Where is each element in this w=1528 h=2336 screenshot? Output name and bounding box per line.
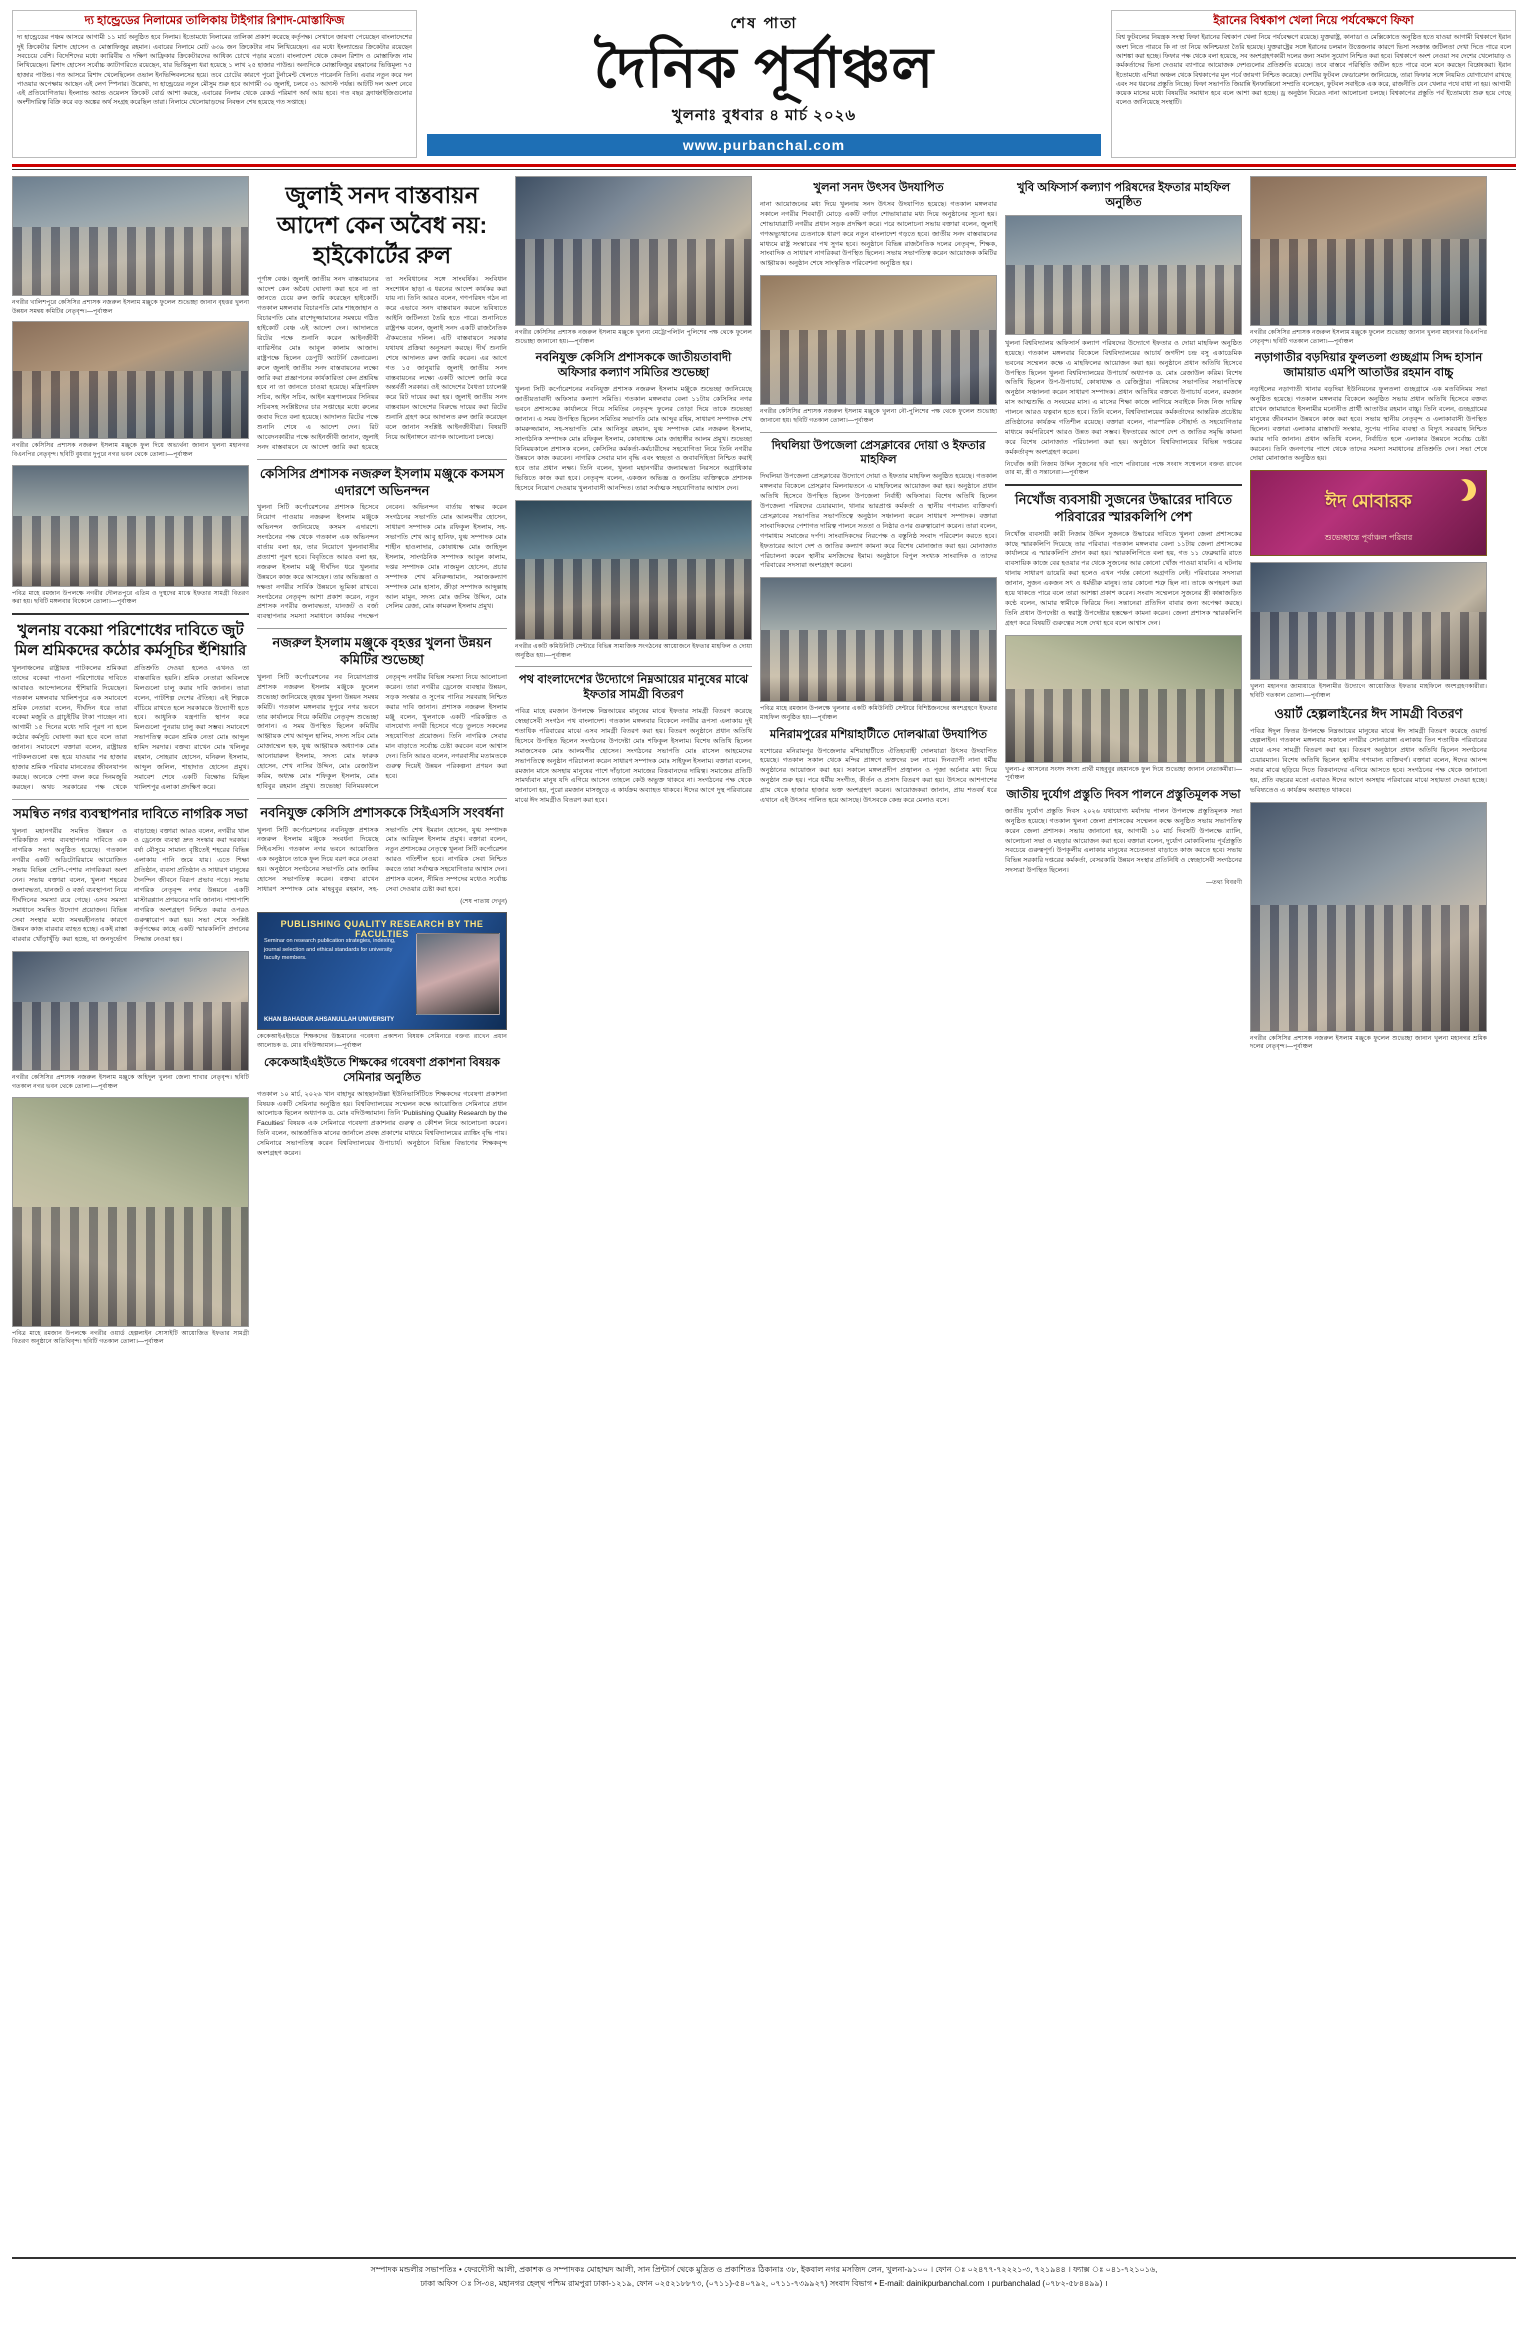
content-grid bbox=[12, 176, 1516, 2251]
masthead-right-story bbox=[1111, 10, 1516, 158]
divider bbox=[12, 799, 249, 800]
divider bbox=[257, 628, 507, 629]
article-headline: কেকেআইএইউতে শিক্ষকের গবেষণা প্রকাশনা বিষয়ক সেমিনার অনুষ্ঠিত bbox=[264, 1056, 500, 1084]
article-headline: ওয়ার্ট হেল্পলাইনের ঈদ সামগ্রী বিতরণ bbox=[1274, 705, 1463, 721]
divider-thin bbox=[12, 169, 1516, 170]
masthead-kicker: শেষ পাতা bbox=[730, 15, 798, 32]
article-body: যশোরের মনিরামপুর উপজেলার মশিয়াহাটীতে ঐতিহ্যবাহী দোলযাত্রা উৎসব উদযাপিত হয়েছে। গতকাল সকাল থেকে মন্দির প্রাঙ্গণে ভক্তদের ঢল নামে। দিনব্যাপী নানা ধর্মীয় অনুষ্ঠানের আয়োজন করা হয়। সকালে মঙ্গলপ্রদীপ প্রজ্বালন ও পূজা অর্চনার মধ্য দিয়ে অনুষ্ঠান শুরু হয়। পরে ধর্মীয় সংগীত, কীর্তন ও প্রসাদ বিতরণ করা হয়। উৎসবে আশপাশের গ্রাম থেকে হাজার হাজার ভক্ত অংশগ্রহণ করেন। আয়োজকরা জানান, প্রায় শতবর্ষ ধরে এখানে এই উৎসব পালিত হয়ে আসছে। উৎসবকে কেন্দ্র করে মেলাও বসে। bbox=[760, 747, 997, 805]
column-6 bbox=[1250, 176, 1487, 2251]
photo-caption: নগরীর একটি কমিউনিটি সেন্টারে বিভিন্ন সামাজিক সংগঠনের আয়োজনে ইফতার মাহফিল ও দোয়া অনুষ্ঠিত হয়।—পূর্বাঞ্চল bbox=[515, 643, 752, 659]
article-body: নিখোঁজ ব্যবসায়ী কারী নিজাম উদ্দিন সুজনকে উদ্ধারের দাবিতে খুলনা জেলা প্রশাসকের কাছে স্মারকলিপি দিয়েছে তার পরিবার। গতকাল মঙ্গলবার বেলা ১১টায় জেলা প্রশাসকের কার্যালয়ে এ স্মারকলিপি প্রদান করা হয়। স্মারকলিপিতে বলা হয়, গত ১১ ফেব্রুয়ারি রাতে ব্যবসায়িক কাজে বের হওয়ার পর থেকে সুজনের আর কোনো খোঁজ পাওয়া যায়নি। এ ঘটনায় থানায় সাধারণ ডায়েরি করা হলেও এখন পর্যন্ত কোনো অগ্রগতি নেই। পরিবারের সদস্যরা জানান, সুজন একজন সৎ ও ধর্মভীরু মানুষ। তার কোনো শত্রু ছিল না। তাকে অপহরণ করা হয়ে থাকতে পারে বলে তারা আশঙ্কা প্রকাশ করেন। সংবাদ সম্মেলনে সুজনের স্ত্রী কান্নাজড়িত কণ্ঠে বলেন, আমার স্বামীকে ফিরিয়ে দিন। সন্তানেরা প্রতিদিন বাবার জন্য অপেক্ষা করছে। তিনি প্রধান উপদেষ্টা ও স্বরাষ্ট্র উপদেষ্টার হস্তক্ষেপ কামনা করেন। জেলা প্রশাসক স্মারকলিপি গ্রহণ করে বিষয়টি গুরুত্বের সঙ্গে দেখা হবে বলে আশ্বাস দেন। bbox=[1005, 530, 1242, 627]
news-photo bbox=[1250, 802, 1487, 1032]
lead-article-body: পূর্ণাঙ্গ বেঞ্চ। জুলাই জাতীয় সনদ বাস্তবায়নের আদেশ কেন অবৈধ ঘোষণা করা হবে না তা জানতে চেয়ে রুল জারি করেছেন হাইকোর্ট। গতকাল মঙ্গলবার বিচারপতি মোঃ শাহজাহান ও বিচারপতি মোঃ রাশেদুজ্জামানের সমন্বয়ে গঠিত হাইকোর্ট বেঞ্চ এই আদেশ দেন। আদালতে রিটের পক্ষে শুনানি করেন আইনজীবী ব্যারিস্টার মোঃ আবুল কালাম আজাদ। রাষ্ট্রপক্ষে ছিলেন ডেপুটি অ্যাটর্নি জেনারেল। রুলে জুলাই জাতীয় সনদ বাস্তবায়নের লক্ষ্যে জারি করা প্রজ্ঞাপনের কার্যকারিতা কেন প্রশ্নবিদ্ধ হবে না তা জানতে চাওয়া হয়েছে। মন্ত্রিপরিষদ সচিব, আইন সচিব, আইন মন্ত্রণালয়ের সিনিয়র সচিবসহ সংশ্লিষ্টদের চার সপ্তাহের মধ্যে রুলের জবাব দিতে বলা হয়েছে। আদালত রিটের পক্ষে শুনানি শেষে এ আদেশ দেন। রিট আবেদনকারীর পক্ষে আইনজীবী জানান, জুলাই সনদ বাস্তবায়নে যে আদেশ জারি করা হয়েছে তা সংবিধানের সঙ্গে সাংঘর্ষিক। সংবিধান সংশোধন ছাড়া এ ধরনের আদেশ কার্যকর করা যায় না। তিনি আরও বলেন, গণপরিষদ গঠন না করে এভাবে সনদ বাস্তবায়ন করলে ভবিষ্যতে আইনি জটিলতা তৈরি হতে পারে। শুনানিতে রাষ্ট্রপক্ষ বলেন, জুলাই সনদ একটি রাজনৈতিক ঐকমত্যের দলিল। এটি বাস্তবায়নে সরকার যথাযথ প্রক্রিয়া অনুসরণ করছে। দীর্ঘ শুনানি শেষে আদালত রুল জারি করেন। এর আগে গত ১৫ জানুয়ারি জুলাই জাতীয় সনদ বাস্তবায়নের লক্ষ্যে একটি আদেশ জারি করে অন্তর্বর্তী সরকার। ওই আদেশের বৈধতা চ্যালেঞ্জ করে রিট দায়ের করা হয়। জুলাই জাতীয় সনদ বাস্তবায়ন আদেশের বিরুদ্ধে দায়ের করা রিটের শুনানি গ্রহণ করে আদালত রুল জারি করেছেন বলে জানান সংশ্লিষ্ট আইনজীবীরা। বিষয়টি নিয়ে আইনাঙ্গনে ব্যাপক আলোচনা চলছে। bbox=[257, 275, 507, 451]
source-note: —তথ্য বিবরণী bbox=[1206, 879, 1242, 887]
column-1 bbox=[12, 176, 249, 2251]
article-headline: খুবি অফিসার্স কল্যাণ পরিষদের ইফতার মাহফিল অনুষ্ঠিত bbox=[1016, 182, 1231, 209]
column-2 bbox=[257, 176, 507, 2251]
eid-greeting-ad[interactable] bbox=[1250, 470, 1487, 556]
article-headline: নড়াগাতীর বড়দিয়ার ফুলতলা গুচ্ছগ্রাম সিদ্দ হাসান জামায়াত এমপি আতাউর রহমান বাচ্চু bbox=[1254, 352, 1483, 380]
news-photo bbox=[1005, 215, 1242, 335]
news-photo bbox=[12, 321, 249, 439]
masthead-website-url[interactable]: www.purbanchal.com bbox=[427, 134, 1101, 156]
photo-caption: নগরীর কেসিসির প্রশাসক নজরুল ইসলাম মঞ্জুকে অহিদুল খুলনা জেলা শাখার নেতৃবৃন্দ। ছবিটি গতকাল নগর ভবন থেকে তোলা।—পূর্বাঞ্চল bbox=[12, 1074, 249, 1090]
photo-caption: নগরীর কেসিসির প্রশাসক নজরুল ইসলাম মঞ্জুকে খুলনা মেট্রোপলিটন পুলিশের পক্ষ থেকে ফুলেল শুভেচ্ছা জানানো হয়।—পূর্বাঞ্চল bbox=[515, 329, 752, 345]
newspaper-title: দৈনিক পূর্বাঞ্চল bbox=[593, 36, 935, 99]
news-photo bbox=[760, 577, 997, 702]
ad-organization: KHAN BAHADUR AHSANULLAH UNIVERSITY bbox=[264, 1017, 395, 1024]
ad-speaker-photo bbox=[416, 933, 500, 1015]
divider bbox=[12, 613, 249, 615]
ad-subtitle: শুভেচ্ছান্তে পূর্বাঞ্চল পরিবার bbox=[1324, 533, 1413, 543]
news-photo bbox=[760, 275, 997, 405]
column-3 bbox=[515, 176, 752, 2251]
footer-imprint-line-1: সম্পাদক মন্ডলীর সভাপতিঃ • ফেরদৌসী আলী, প্রকাশক ও সম্পাদকঃ মোহাম্মদ আলী, সান প্রিন্টার্স থেকে মুদ্রিত ও প্রকাশিতঃ ঠিকানাঃ ৩৮, ইকবাল নগর মসজিদ লেন, খুলনা-৯১০০ । ফোন ঃ ০২৪৭৭-৭২২২১-৩, ৭২১৯৪৪ । ফ্যাক্স ঃ ০৪১-৭২১০১৬, bbox=[370, 2265, 1158, 2274]
article-body: খুলনা সিটি কর্পোরেশনের নব নিয়োগপ্রাপ্ত প্রশাসক নজরুল ইসলাম মঞ্জুকে ফুলেল শুভেচ্ছা জানিয়েছে বৃহত্তর খুলনা উন্নয়ন সমন্বয় কমিটি। গতকাল মঙ্গলবার দুপুরে নগর ভবনে তার কার্যালয়ে গিয়ে কমিটির নেতৃবৃন্দ শুভেচ্ছা জানান। এ সময় উপস্থিত ছিলেন কমিটির আহ্বায়ক শেখ আব্দুল হালিম, সদস্য সচিব মোঃ মোজাম্মেল হক, যুগ্ম আহ্বায়ক অধ্যাপক মোঃ আনোয়ারুল ইসলাম, সদস্য মোঃ ফারুক হোসেন, শেখ নাসির উদ্দিন, মোঃ রেজাউল করিম, অধ্যক্ষ মোঃ শফিকুল ইসলাম, মোঃ হাবিবুর রহমান প্রমুখ। শুভেচ্ছা বিনিময়কালে নেতৃবৃন্দ নগরীর বিভিন্ন সমস্যা নিয়ে আলোচনা করেন। তারা নগরীর ড্রেনেজ ব্যবস্থার উন্নয়ন, সড়ক সংস্কার ও সুপেয় পানির সরবরাহ নিশ্চিত করার দাবি জানান। প্রশাসক নজরুল ইসলাম মঞ্জু বলেন, খুলনাকে একটি পরিকল্পিত ও বাসযোগ্য নগরী হিসেবে গড়ে তুলতে সকলের সহযোগিতা প্রয়োজন। তিনি নাগরিক সেবার মান বাড়াতে সর্বোচ্চ চেষ্টা করবেন বলে আশ্বাস দেন। তিনি আরও বলেন, নগরবাসীর মতামতকে গুরুত্ব দিয়েই উন্নয়ন পরিকল্পনা প্রণয়ন করা হবে। bbox=[257, 673, 507, 790]
photo-caption: নিখোঁজ কারী নিজাম উদ্দিন সুজনের ছবি পাশে পরিবারের পক্ষে সংবাদ সম্মেলনে বক্তব্য রাখেন তার মা, স্ত্রী ও সন্তানেরা।—পূর্বাঞ্চল bbox=[1005, 460, 1242, 477]
article-body: জাতীয় দুর্যোগ প্রস্তুতি দিবস ২০২৬ যথাযোগ্য মর্যাদায় পালন উপলক্ষে প্রস্তুতিমূলক সভা অনুষ্ঠিত হয়েছে। গতকাল খুলনা জেলা প্রশাসকের সম্মেলন কক্ষে অনুষ্ঠিত সভায় সভাপতিত্ব করেন জেলা প্রশাসক। সভায় জানানো হয়, আগামী ১০ মার্চ দিবসটি উপলক্ষে র‌্যালি, আলোচনা সভা ও মহড়ার আয়োজন করা হবে। বক্তারা বলেন, দুর্যোগ মোকাবিলায় পূর্বপ্রস্তুতি সবচেয়ে গুরুত্বপূর্ণ। উপকূলীয় এলাকার মানুষের সচেতনতা বাড়াতে কাজ করতে হবে। সভায় বিভিন্ন সরকারি দপ্তরের কর্মকর্তা, বেসরকারি উন্নয়ন সংস্থার প্রতিনিধি ও স্বেচ্ছাসেবী সংগঠনের সদস্যরা উপস্থিত ছিলেন। bbox=[1005, 807, 1242, 875]
article-headline: খুলনা সনদ উৎসব উদযাপিত bbox=[813, 182, 944, 194]
article-headline: সমন্বিত নগর ব্যবস্থাপনার দাবিতে নাগরিক সভা bbox=[13, 805, 248, 821]
news-photo bbox=[12, 465, 249, 587]
news-photo bbox=[1005, 635, 1242, 763]
article-headline: নবনিযুক্ত কেসিসি প্রশাসককে জাতীয়তাবাদী অফিসার কল্যাণ সমিতির শুভেচ্ছা bbox=[535, 352, 732, 380]
article-body: পবিত্র মাহে রমজান উপলক্ষে নিম্নআয়ের মানুষের মাঝে ইফতার সামগ্রী বিতরণ করেছে স্বেচ্ছাসেবী সংগঠন পথ বাংলাদেশ। গতকাল মঙ্গলবার বিকেলে নগরীর রূপসা এলাকায় দুই শতাধিক পরিবারের মাঝে এসব সামগ্রী বিতরণ করা হয়। বিতরণ অনুষ্ঠানে প্রধান অতিথি হিসেবে উপস্থিত ছিলেন সংগঠনের উপদেষ্টা মোঃ শফিকুল ইসলাম। বিশেষ অতিথি ছিলেন সমাজসেবক মোঃ আলমগীর হোসেন। সংগঠনের সভাপতি মোঃ রাসেল আহমেদের সভাপতিত্বে অনুষ্ঠান পরিচালনা করেন সাধারণ সম্পাদক মোঃ সাইফুল ইসলাম। বক্তারা বলেন, রমজান মাসে অসহায় মানুষের পাশে দাঁড়ানো সমাজের বিত্তবানদের দায়িত্ব। সমাজের প্রতিটি সামর্থ্যবান মানুষ যদি এগিয়ে আসেন তাহলে কেউ অভুক্ত থাকবে না। সংগঠনের পক্ষ থেকে জানানো হয়, পুরো রমজান মাসজুড়ে এ কার্যক্রম অব্যাহত থাকবে। ঈদের আগে দুস্থ পরিবারের মাঝে ঈদ সামগ্রীও বিতরণ করা হবে। bbox=[515, 708, 752, 805]
university-seminar-ad[interactable] bbox=[257, 912, 507, 1030]
article-body: খুলনাঞ্চলের রাষ্ট্রায়ত্ত পাটকলের শ্রমিকরা তাদের বকেয়া পাওনা পরিশোধের দাবিতে আবারও আন্দোলনের হুঁশিয়ারি দিয়েছেন। গতকাল মঙ্গলবার খালিশপুরে এক সমাবেশে শ্রমিক নেতারা বলেন, দীর্ঘদিন ধরে তারা বকেয়া মজুরি ও গ্রাচুইটির টাকা পাচ্ছেন না। আগামী ১৫ দিনের মধ্যে দাবি পূরণ না হলে কঠোর কর্মসূচি ঘোষণা করা হবে বলে তারা জানান। সমাবেশে বক্তারা বলেন, রাষ্ট্রায়ত্ত পাটকলগুলো বন্ধ হয়ে যাওয়ার পর হাজার হাজার শ্রমিক পরিবার মানবেতর জীবনযাপন করছে। অনেকে পেশা বদল করে দিনমজুরি করছেন। অথচ সরকারের পক্ষ থেকে প্রতিশ্রুতি দেওয়া হলেও এখনও তা বাস্তবায়িত হয়নি। শ্রমিক নেতারা অবিলম্বে মিলগুলো চালু করার দাবি জানান। তারা বলেন, পাটশিল্প দেশের ঐতিহ্য। এই শিল্পকে বাঁচিয়ে রাখতে হলে সরকারকে উদ্যোগী হতে হবে। আধুনিক যন্ত্রপাতি স্থাপন করে মিলগুলো পুনরায় চালু করা সম্ভব। সমাবেশে সভাপতিত্ব করেন শ্রমিক নেতা মোঃ আব্দুল হামিদ সরদার। বক্তব্য রাখেন মোঃ খলিলুর রহমান, সোহরাব হোসেন, মনিরুল ইসলাম, আব্দুল জলিল, শাহাদাত হোসেন প্রমুখ। সমাবেশ শেষে একটি বিক্ষোভ মিছিল খালিশপুর এলাকা প্রদক্ষিণ করে। bbox=[12, 665, 249, 791]
divider bbox=[1005, 484, 1242, 486]
article-body: খুলনা সিটি কর্পোরেশনের নবনিযুক্ত প্রশাসক নজরুল ইসলাম মঞ্জুকে শুভেচ্ছা জানিয়েছে জাতীয়তাবাদী অফিসার কল্যাণ সমিতি। গতকাল মঙ্গলবার বেলা ১১টায় কেসিসির নগর ভবনে প্রশাসকের কার্যালয়ে গিয়ে সমিতির নেতৃবৃন্দ ফুলের তোড়া দিয়ে তাকে শুভেচ্ছা জানান। এ সময় উপস্থিত ছিলেন সমিতির সভাপতি মোঃ আব্দুর রহিম, সাধারণ সম্পাদক শেখ কামরুজ্জামান, সহ-সভাপতি মোঃ আনিসুর রহমান, যুগ্ম সম্পাদক মোঃ নজরুল ইসলাম, সাংগঠনিক সম্পাদক মোঃ রফিকুল ইসলাম, কোষাধ্যক্ষ মোঃ জাহাঙ্গীর আলম প্রমুখ। শুভেচ্ছা বিনিময়কালে প্রশাসক বলেন, কেসিসির কর্মকর্তা-কর্মচারীদের সহযোগিতা নিয়ে তিনি নগরীর উন্নয়নে কাজ করবেন। নাগরিক সেবার মান বৃদ্ধি এবং স্বচ্ছতা ও জবাবদিহিতা নিশ্চিত করাই হবে তার প্রধান লক্ষ্য। তিনি বলেন, খুলনা মহানগরীর জলাবদ্ধতা নিরসনে অগ্রাধিকার ভিত্তিতে কাজ করা হবে। নেতৃবৃন্দ বলেন, একজন অভিজ্ঞ ও জনপ্রিয় ব্যক্তিত্বকে প্রশাসক হিসেবে নিয়োগ দেওয়ায় খুলনাবাসী আনন্দিত। তারা সর্বাত্মক সহযোগিতার আশ্বাস দেন। bbox=[515, 386, 752, 493]
masthead-left-headline: দ্য হান্ড্রেডের নিলামের তালিকায় টাইগার রিশাদ-মোস্তাফিজ bbox=[17, 14, 412, 31]
photo-caption: নগরীর কেসিসির প্রশাসক নজরুল ইসলাম মঞ্জুকে খুলনা নৌ-পুলিশের পক্ষ থেকে ফুলেল শুভেচ্ছা জানানো হয়। ছবিটি গতকাল তোলা।—পূর্বাঞ্চল bbox=[760, 408, 997, 424]
article-headline: মনিরামপুরের মশিয়াহাটীতে দোলঝাত্রা উদযাপিত bbox=[769, 728, 988, 741]
article-headline: নবনিযুক্ত কেসিসি প্রশাসককে সিইএসসি সংবর্ধনা bbox=[260, 804, 504, 820]
column-5 bbox=[1005, 176, 1242, 2251]
masthead-date: খুলনাঃ বুধবার ৪ মার্চ ২০২৬ bbox=[671, 106, 857, 124]
article-body: খুলনা মহানগরীর সমন্বিত উন্নয়ন ও পরিকল্পিত নগর ব্যবস্থাপনার দাবিতে এক নাগরিক সভা অনুষ্ঠিত হয়েছে। গতকাল নগরীর একটি অডিটোরিয়ামে আয়োজিত সভায় বিভিন্ন শ্রেণি-পেশার নাগরিকরা অংশ নেন। সভায় বক্তারা বলেন, খুলনা শহরের জলাবদ্ধতা, যানজট ও বর্জ্য ব্যবস্থাপনা নিয়ে দীর্ঘদিনের সমস্যা রয়ে গেছে। এসব সমস্যা সমাধানে সমন্বিত উদ্যোগ প্রয়োজন। বিভিন্ন সেবা সংস্থার মধ্যে সমন্বয়হীনতার কারণে উন্নয়ন কাজ বারবার ব্যাহত হচ্ছে। একই রাস্তা বারবার খোঁড়াখুঁড়ি করা হচ্ছে, যা জনদুর্ভোগ বাড়াচ্ছে। বক্তারা আরও বলেন, নগরীর খাল ও ড্রেনেজ ব্যবস্থা দ্রুত সংস্কার করা দরকার। বর্ষা মৌসুমে সামান্য বৃষ্টিতেই শহরের বিভিন্ন এলাকায় পানি জমে যায়। এতে শিক্ষা প্রতিষ্ঠান, ব্যবসা প্রতিষ্ঠান ও সাধারণ মানুষের দৈনন্দিন জীবনে বিরূপ প্রভাব পড়ে। সভায় নাগরিক নেতৃবৃন্দ নগর উন্নয়নে একটি মাস্টারপ্ল্যান প্রণয়নের দাবি জানান। পাশাপাশি নাগরিক অংশগ্রহণ নিশ্চিত করার ওপরও গুরুত্বারোপ করা হয়। সভা শেষে সংশ্লিষ্ট কর্তৃপক্ষের কাছে একটি স্মারকলিপি প্রদানের সিদ্ধান্ত নেওয়া হয়। bbox=[12, 827, 249, 944]
photo-caption: নগরীর কেসিসির প্রশাসক নজরুল ইসলাম মঞ্জুকে ফুল দিয়ে অভ্যর্থনা জানান খুলনা মহানগর বিএনপির নেতৃবৃন্দ। ছবিটি বুধবার দুপুরে নগর ভবন থেকে তোলা।—পূর্বাঞ্চল bbox=[12, 442, 249, 459]
photo-caption: নগরীর খালিশপুরে কেসিসির প্রশাসক নজরুল ইসলাম মঞ্জুকে ফুলেল শুভেচ্ছা জানান বৃহত্তর খুলনা উন্নয়ন সমন্বয় কমিটির নেতৃবৃন্দ।—পূর্বাঞ্চল bbox=[12, 299, 249, 315]
masthead-left-body: দ্য হান্ড্রেডের পঞ্চম আসরে আগামী ১১ মার্চ অনুষ্ঠিত হবে নিলাম। ইতোমধ্যে নিলামের তালিকা প্রকাশ করেছে কর্তৃপক্ষ। সেখানে জায়গা পেয়েছেন বাংলাদেশের দুই ক্রিকেটার রিশাদ হোসেন ও মোস্তাফিজুর রহমান। এবারের নিলামে মোট ৬৩৯ জন ক্রিকেটার নাম লিখিয়েছেন। এর মধ্যে ইংল্যান্ডের ক্রিকেটার রয়েছেন সবচেয়ে বেশি। বিদেশিদের মধ্যে ক্যারিবীয় ও দক্ষিণ আফ্রিকার ক্রিকেটারদের আধিক্য চোখে পড়ার মতো। বাংলাদেশ থেকে কেবল রিশাদ ও মোস্তাফিজ নাম লিখিয়েছেন। রিশাদ হোসেন সর্বোচ্চ ক্যাটাগরিতে রয়েছেন, যার ভিত্তিমূল্য ধরা হয়েছে ১ লাখ ২৫ হাজার পাউন্ড। অন্যদিকে মোস্তাফিজুর রহমানের ভিত্তিমূল্য ৭৫ হাজার পাউন্ড। গত আসরে রিশাদ খেলেছিলেন ওভাল ইনভিন্সিবলসের হয়ে। তবে চোটের কারণে পুরো টুর্নামেন্ট খেলতে পারেননি তিনি। এবার নতুন করে দল পাওয়ার অপেক্ষায় আছেন এই লেগ স্পিনার। উল্লেখ্য, দ্য হান্ড্রেডের নতুন মৌসুম শুরু হবে আগামী ৩০ জুলাই, চলবে ৩১ আগস্ট পর্যন্ত। আটটি দল অংশ নেবে এই প্রতিযোগিতায়। ইংল্যান্ড অ্যান্ড ওয়েলস ক্রিকেট বোর্ড আশা করছে, এবারের নিলাম থেকে রেকর্ড পরিমাণ অর্থ আয় হবে। গত বছর ফ্র্যাঞ্চাইজিগুলোর অংশীদারিত্ব বিক্রি করে বড় অঙ্কের অর্থ সংগ্রহ করেছিল তারা। নিলামে খেলোয়াড়দের নিবন্ধন শেষ হয়েছে গত সপ্তাহে। bbox=[17, 34, 412, 107]
news-photo bbox=[12, 176, 249, 296]
article-headline: দিঘলিয়া উপজেলা প্রেসক্লাবের দোয়া ও ইফতার মাহফিল bbox=[771, 439, 986, 467]
photo-caption: নগরীর কেসিসির প্রশাসক নজরুল ইসলাম মঞ্জুকে ফুলেল শুভেচ্ছা জানান খুলনা মহানগর বিএনপির নেতৃবৃন্দ। ছবিটি গতকাল তোলা।—পূর্বাঞ্চল bbox=[1250, 329, 1487, 345]
article-headline: নিখোঁজ ব্যবসায়ী সুজনের উদ্ধারের দাবিতে পরিবারের স্মারকলিপি পেশ bbox=[1015, 491, 1232, 524]
article-headline: পথ বাংলাদেশের উদ্যোগে নিম্নআয়ের মানুষের মাঝে ইফতার সামগ্রী বিতরণ bbox=[518, 674, 749, 702]
ad-title: ঈদ মোবারক bbox=[1325, 491, 1412, 512]
article-body: নানা আয়োজনের মধ্য দিয়ে খুলনায় সনদ উৎসব উদযাপিত হয়েছে। গতকাল মঙ্গলবার সকালে নগরীর শিববাড়ী মোড়ে একটি বর্ণাঢ্য শোভাযাত্রার মধ্য দিয়ে অনুষ্ঠানের সূচনা হয়। শোভাযাত্রাটি নগরীর প্রধান সড়ক প্রদক্ষিণ করে। পরে আলোচনা সভায় বক্তারা বলেন, জুলাই গণঅভ্যুত্থানের চেতনাকে ধারণ করে নতুন বাংলাদেশ গড়তে হবে। জাতীয় সনদ বাস্তবায়নের মাধ্যমে রাষ্ট্র সংস্কারের পথ সুগম হবে। অনুষ্ঠানে বিভিন্ন রাজনৈতিক দলের নেতৃবৃন্দ, শিক্ষক, সাংবাদিক ও সাধারণ নাগরিকরা উপস্থিত ছিলেন। সভায় সভাপতিত্ব করেন আয়োজক কমিটির আহ্বায়ক। অনুষ্ঠান শেষে সাংস্কৃতিক পরিবেশনা অনুষ্ঠিত হয়। bbox=[760, 200, 997, 268]
article-body: গতকাল ১০ মার্চ, ২০২৬ খান বাহাদুর আহছানউল্লা ইউনিভার্সিটিতে শিক্ষকদের গবেষণা প্রকাশনা বিষয়ক একটি সেমিনার অনুষ্ঠিত হয়। বিশ্ববিদ্যালয়ের সম্মেলন কক্ষে আয়োজিত সেমিনারে প্রধান আলোচক ছিলেন অধ্যাপক ড. মোঃ বদিউজ্জামান। তিনি 'Publishing Quality Research by the Faculties' বিষয়ক এক সেমিনারে গবেষণা প্রকাশনার গুরুত্ব ও কৌশল নিয়ে আলোচনা করেন। তিনি বলেন, আন্তর্জাতিক মানের জার্নালে প্রবন্ধ প্রকাশের মাধ্যমে বিশ্ববিদ্যালয়ের র‌্যাঙ্কিং বৃদ্ধি পায়। সেমিনারে সভাপতিত্ব করেন বিশ্ববিদ্যালয়ের উপাচার্য। অনুষ্ঠানে বিভিন্ন বিভাগের শিক্ষকবৃন্দ অংশগ্রহণ করেন। bbox=[257, 1090, 507, 1157]
ad-title: PUBLISHING QUALITY RESEARCH BY THE FACULTIES bbox=[280, 919, 484, 940]
masthead-right-body: বিশ্ব ফুটবলের নিয়ন্ত্রক সংস্থা ফিফা ইরানের বিশ্বকাপ খেলা নিয়ে পর্যবেক্ষণে রয়েছে। যুক্তরাষ্ট্র, কানাডা ও মেক্সিকোতে অনুষ্ঠিত হতে যাওয়া আগামী বিশ্বকাপে ইরান অংশ নিতে পারবে কি না তা নিয়ে অনিশ্চয়তা তৈরি হয়েছে। যুক্তরাষ্ট্রের সঙ্গে ইরানের চলমান উত্তেজনার কারণে ভিসা সংক্রান্ত জটিলতা দেখা দিতে পারে বলে আশঙ্কা করা হচ্ছে। ফিফার পক্ষ থেকে বলা হয়েছে, সব অংশগ্রহণকারী দলের জন্য সমান সুযোগ নিশ্চিত করা হবে। বিশ্বকাপে অংশ নেওয়া সব দেশের খেলোয়াড় ও কর্মকর্তাদের ভিসা দেওয়ার ব্যাপারে আয়োজক দেশগুলোর প্রতিশ্রুতি রয়েছে। তবে বাস্তবে পরিস্থিতি জটিল হতে পারে বলে মনে করছেন বিশ্লেষকরা। ইরান ইতোমধ্যে এশিয়া অঞ্চল থেকে বিশ্বকাপের মূল পর্বে জায়গা নিশ্চিত করেছে। দেশটির ফুটবল ফেডারেশন জানিয়েছে, তারা ফিফার সঙ্গে নিয়মিত যোগাযোগ রাখছে এবং সব ধরনের প্রস্তুতি নিচ্ছে। ফিফা সভাপতি জিয়ান্নি ইনফান্তিনো সম্প্রতি বলেছেন, ফুটবল সবাইকে এক করে, রাজনীতি যেন খেলার পথে বাধা না হয়। আগামী কয়েক মাসের মধ্যে বিষয়টির সমাধান হবে বলে আশা করা হচ্ছে। ড্র অনুষ্ঠান ঘিরেও নানা আলোচনা চলছে। বিশ্বকাপের প্রস্তুতি পর্ব ইতোমধ্যে শুরু হয়ে গেছে বলেও জানিয়েছে সংস্থাটি। bbox=[1116, 34, 1511, 107]
photo-caption: খুলনা মহানগর জামায়াতে ইসলামীর উদ্যোগে আয়োজিত ইফতার মাহফিলে অংশগ্রহণকারীরা। ছবিটি গতকাল তোলা।—পূর্বাঞ্চল bbox=[1250, 683, 1487, 700]
article-body: পবিত্র ঈদুল ফিতর উপলক্ষে নিম্নআয়ের মানুষের মাঝে ঈদ সামগ্রী বিতরণ করেছে ওয়ার্ল্ড হেল্পলাইন। গতকাল মঙ্গলবার সকালে নগরীর সোনাডাঙ্গা এলাকায় তিন শতাধিক পরিবারের মাঝে এসব সামগ্রী বিতরণ করা হয়। বিতরণ অনুষ্ঠানে প্রধান অতিথি ছিলেন সংগঠনের চেয়ারম্যান। বিশেষ অতিথি ছিলেন স্থানীয় গণ্যমান্য ব্যক্তিবর্গ। বক্তারা বলেন, ঈদের আনন্দ সবার মাঝে ছড়িয়ে দিতে বিত্তবানদের এগিয়ে আসতে হবে। সংগঠনের পক্ষ থেকে জানানো হয়, প্রতি বছরের মতো এবারও ঈদের আগে অসহায় পরিবারের মাঝে সহায়তা দেওয়া হচ্ছে। ভবিষ্যতেও এ কার্যক্রম অব্যাহত থাকবে। bbox=[1250, 727, 1487, 794]
photo-caption: নগরীর কেসিসির প্রশাসক নজরুল ইসলাম মঞ্জুকে ফুলেল শুভেচ্ছা জানান খুলনা মহানগর শ্রমিক দলের নেতৃবৃন্দ।—পূর্বাঞ্চল bbox=[1250, 1034, 1487, 1051]
article-body: খুলনা সিটি কর্পোরেশনের প্রশাসক হিসেবে নিয়োগ পাওয়ায় নজরুল ইসলাম মঞ্জুকে অভিনন্দন জানিয়েছে কসমস এদারশে। সংগঠনের পক্ষ থেকে গতকাল এক অভিনন্দন বার্তায় বলা হয়, তার নিয়োগে খুলনাবাসীর প্রত্যাশা পূরণ হবে। বিবৃতিতে আরও বলা হয়, নজরুল ইসলাম মঞ্জু দীর্ঘদিন ধরে খুলনার উন্নয়নে কাজ করে আসছেন। তার অভিজ্ঞতা ও দক্ষতা নগরীর সার্বিক উন্নয়নে ভূমিকা রাখবে। সংগঠনের নেতৃবৃন্দ আশা প্রকাশ করেন, নতুন প্রশাসক নগরীর জলাবদ্ধতা, যানজট ও বর্জ্য ব্যবস্থাপনার সমস্যা সমাধানে কার্যকর পদক্ষেপ নেবেন। অভিনন্দন বার্তায় স্বাক্ষর করেন সংগঠনের সভাপতি মোঃ আলমগীর হোসেন, সাধারণ সম্পাদক মোঃ রফিকুল ইসলাম, সহ-সভাপতি শেখ আবু হানিফ, যুগ্ম সম্পাদক মোঃ শাহীন হাওলাদার, কোষাধ্যক্ষ মোঃ জাহিদুল ইসলাম, সাংগঠনিক সম্পাদক আবুল কালাম, দপ্তর সম্পাদক মোঃ নাজমুল হোসেন, প্রচার সম্পাদক শেখ মনিরুজ্জামান, সমাজকল্যাণ সম্পাদক মোঃ হাসান, ক্রীড়া সম্পাদক আব্দুল্লাহ আল মামুন, সদস্য মোঃ জসিম উদ্দিন, মোঃ সেলিম রেজা, মোঃ কামরুল ইসলাম প্রমুখ। bbox=[257, 504, 507, 621]
masthead-center bbox=[423, 10, 1105, 158]
divider bbox=[257, 459, 507, 460]
news-photo bbox=[12, 951, 249, 1071]
photo-caption: পবিত্র মাহে রমজান উপলক্ষে খুলনার একটি কমিউনিটি সেন্টারে বিশিষ্টজনদের অংশগ্রহণে ইফতার মাহফিল অনুষ্ঠিত হয়।—পূর্বাঞ্চল bbox=[760, 705, 997, 721]
news-photo bbox=[1250, 176, 1487, 326]
article-headline: কেসিসির প্রশাসক নজরুল ইসলাম মঞ্জুকে কসমস এদারশে অভিনন্দন bbox=[259, 465, 505, 498]
photo-caption: খুলনা-৫ আসনের সংসদ সদস্য প্রার্থী মাহবুবুর রহমানকে ফুল দিয়ে শুভেচ্ছা জানান নেতাকর্মীরা।—পূর্বাঞ্চল bbox=[1005, 765, 1242, 782]
column-4 bbox=[760, 176, 997, 2251]
lead-headline: জুলাই সনদ বাস্তবায়ন আদেশ কেন অবৈধ নয়: হাইকোর্টের রুল bbox=[276, 182, 488, 268]
news-photo bbox=[515, 500, 752, 640]
article-headline: নজরুল ইসলাম মঞ্জুকে বৃহত্তর খুলনা উন্নয়ন কমিটির শুভেচ্ছা bbox=[272, 635, 492, 668]
article-headline: খুলনায় বকেয়া পরিশোধের দাবিতে জুট মিল শ্রমিকদের কঠোর কর্মসূচির হুঁশিয়ারি bbox=[14, 622, 247, 659]
divider-thick bbox=[12, 164, 1516, 167]
news-photo bbox=[12, 1097, 249, 1327]
photo-caption: কেকেআইএইচতে শিক্ষকদের উচ্চমানের গবেষণা প্রকাশনা বিষয়ক সেমিনারে বক্তব্য রাখেন প্রধান আলোচক ড. মোঃ বদিউজ্জামান।—পূর্বাঞ্চল bbox=[257, 1033, 507, 1050]
photo-caption: পবিত্র মাহে রমজান উপলক্ষে নগরীর দৌলতপুরে এতিম ও দুস্থদের মাঝে ইফতার সামগ্রী বিতরণ করা হয়। ছবিটি মঙ্গলবার বিকেলে তোলা।—পূর্বাঞ্চল bbox=[12, 589, 249, 606]
divider bbox=[515, 666, 752, 667]
article-headline: জাতীয় দুর্যোগ প্রস্তুতি দিবস পালনে প্রস্তুতিমূলক সভা bbox=[1006, 788, 1241, 801]
divider bbox=[760, 432, 997, 433]
continuation-note: (শেষ পাতায় দেখুন) bbox=[460, 897, 507, 905]
photo-caption: পবিত্র মাহে রমজান উপলক্ষে নগরীর ওয়ার্ড হেল্পলাইন সোসাইটি আয়োজিত ইফতার সামগ্রী বিতরণ অনুষ্ঠানে অতিথিবৃন্দ। ছবিটি গতকাল তোলা।—পূর্বাঞ্চল bbox=[12, 1329, 249, 1346]
article-body: দিঘলিয়া উপজেলা প্রেসক্লাবের উদ্যোগে দোয়া ও ইফতার মাহফিল অনুষ্ঠিত হয়েছে। গতকাল মঙ্গলবার বিকেলে প্রেসক্লাব মিলনায়তনে এ মাহফিলের আয়োজন করা হয়। অনুষ্ঠানে প্রধান অতিথি হিসেবে উপস্থিত ছিলেন উপজেলা নির্বাহী অফিসার। বিশেষ অতিথি ছিলেন উপজেলা পরিষদের চেয়ারম্যান, থানার ভারপ্রাপ্ত কর্মকর্তা ও স্থানীয় গণ্যমান্য ব্যক্তিবর্গ। প্রেসক্লাবের সভাপতির সভাপতিত্বে অনুষ্ঠান সঞ্চালনা করেন সাধারণ সম্পাদক। বক্তারা সাংবাদিকদের পেশাগত দায়িত্ব পালনে সততা ও নিষ্ঠার ওপর গুরুত্বারোপ করেন। তারা বলেন, গণমাধ্যম সমাজের দর্পণ। সাংবাদিকদের নিরপেক্ষ ও বস্তুনিষ্ঠ সংবাদ পরিবেশন করতে হবে। ইফতারের আগে দেশ ও জাতির কল্যাণ কামনা করে বিশেষ মোনাজাত করা হয়। মোনাজাত পরিচালনা করেন স্থানীয় মসজিদের ইমাম। অনুষ্ঠানে বিপুল সংখ্যক সাংবাদিক ও তাদের পরিবারের সদস্যরা অংশগ্রহণ করেন। bbox=[760, 473, 997, 570]
news-photo bbox=[1250, 562, 1487, 680]
masthead bbox=[12, 10, 1516, 158]
masthead-right-headline: ইরানের বিশ্বকাপ খেলা নিয়ে পর্যবেক্ষণে ফিফা bbox=[1116, 14, 1511, 31]
footer-imprint-line-2: ঢাকা অফিস ঃ সি-৩৪, মহানগর হেল্থ পশ্চিম রামপুরা ঢাকা-১২১৯, ফোন ০২৫২১৮৮৭৩, (০৭১১)-৫৪০৭৯২, ০৭১১-৭৩৯৯২৭) সংবাদ বিভাগ • E-mail: dainikpurbanchal.com । purbanchalad (০৭৮২-৫৮৪৪৯৯) । bbox=[420, 2278, 1108, 2288]
article-body: নড়াইলের নড়াগাতী থানার বড়দিয়া ইউনিয়নের ফুলতলা গুচ্ছগ্রামে এক মতবিনিময় সভা অনুষ্ঠিত হয়েছে। গতকাল মঙ্গলবার বিকেলে অনুষ্ঠিত সভায় প্রধান অতিথি হিসেবে বক্তব্য রাখেন জামায়াতে ইসলামীর মনোনীত প্রার্থী আতাউর রহমান বাচ্চু। তিনি বলেন, গুচ্ছগ্রামের মানুষের জীবনমান উন্নয়নে কাজ করা হবে। সভায় স্থানীয় নেতৃবৃন্দ ও এলাকাবাসী উপস্থিত ছিলেন। বক্তারা এলাকার রাস্তাঘাট সংস্কার, সুপেয় পানির ব্যবস্থা ও বিদ্যুৎ সরবরাহ নিশ্চিত করার দাবি জানান। প্রধান অতিথি বলেন, নির্বাচিত হলে এলাকার উন্নয়নে সর্বোচ্চ চেষ্টা করবেন। তিনি জনগণের পাশে থেকে তাদের সমস্যা সমাধানের প্রতিশ্রুতি দেন। সভা শেষে দোয়া মোনাজাত অনুষ্ঠিত হয়। bbox=[1250, 386, 1487, 463]
divider bbox=[257, 798, 507, 799]
news-photo bbox=[515, 176, 752, 326]
masthead-left-story bbox=[12, 10, 417, 158]
article-body: খুলনা সিটি কর্পোরেশনের নবনিযুক্ত প্রশাসক নজরুল ইসলাম মঞ্জুকে সংবর্ধনা দিয়েছে সিইএসসি। গতকাল নগর ভবনে আয়োজিত এক অনুষ্ঠানে তাকে ফুল দিয়ে বরণ করে নেওয়া হয়। অনুষ্ঠানে সংগঠনের সভাপতি মোঃ জাকির হোসেন সভাপতিত্ব করেন। বক্তব্য রাখেন সাধারণ সম্পাদক মোঃ মাহবুবুর রহমান, সহ-সভাপতি শেখ ইমরান হোসেন, যুগ্ম সম্পাদক মোঃ আরিফুল ইসলাম প্রমুখ। বক্তারা বলেন, নতুন প্রশাসকের নেতৃত্বে খুলনা সিটি কর্পোরেশন আরও গতিশীল হবে। নাগরিক সেবা নিশ্চিত করতে তারা সর্বাত্মক সহযোগিতার আশ্বাস দেন। প্রশাসক বলেন, সীমিত সম্পদের মধ্যেও সর্বোচ্চ সেবা দেওয়ার চেষ্টা করা হবে। bbox=[257, 826, 507, 893]
ad-body: Seminar on research publication strategies, indexing, journal selection and ethical standards for university faculty members. bbox=[264, 938, 396, 962]
page-footer bbox=[12, 2257, 1516, 2290]
article-body: খুলনা বিশ্ববিদ্যালয় অফিসার্স কল্যাণ পরিষদের উদ্যোগে ইফতার ও দোয়া মাহফিল অনুষ্ঠিত হয়েছে। গতকাল মঙ্গলবার বিকেলে বিশ্ববিদ্যালয়ের আচার্য জগদীশ চন্দ্র বসু একাডেমিক ভবনের সম্মেলন কক্ষে এ মাহফিলের আয়োজন করা হয়। অনুষ্ঠানে প্রধান অতিথি হিসেবে উপস্থিত ছিলেন খুলনা বিশ্ববিদ্যালয়ের উপাচার্য অধ্যাপক ড. মোঃ রেজাউল করিম। বিশেষ অতিথি ছিলেন উপ-উপাচার্য, কোষাধ্যক্ষ ও রেজিস্ট্রার। পরিষদের সভাপতির সভাপতিত্বে অনুষ্ঠান সঞ্চালনা করেন সাধারণ সম্পাদক। প্রধান অতিথির বক্তব্যে উপাচার্য বলেন, রমজান মাস আত্মশুদ্ধি ও সংযমের মাস। এ মাসের শিক্ষা কাজে লাগিয়ে সবাইকে নিজ নিজ দায়িত্ব পালনে আরও যত্নবান হতে হবে। তিনি বলেন, বিশ্ববিদ্যালয়ের কর্মকর্তাদের আন্তরিক প্রচেষ্টায় প্রতিষ্ঠানের কার্যক্রম গতিশীল রয়েছে। বক্তারা বলেন, পারস্পরিক সৌহার্দ্য ও সহযোগিতার মাধ্যমে কর্মপরিবেশ আরও উন্নত করা সম্ভব। ইফতারের আগে দেশ ও জাতির সমৃদ্ধি কামনা করে বিশেষ মোনাজাত পরিচালনা করা হয়। অনুষ্ঠানে বিশ্ববিদ্যালয়ের বিভিন্ন দপ্তরের কর্মকর্তাবৃন্দ অংশগ্রহণ করেন। bbox=[1005, 339, 1242, 456]
